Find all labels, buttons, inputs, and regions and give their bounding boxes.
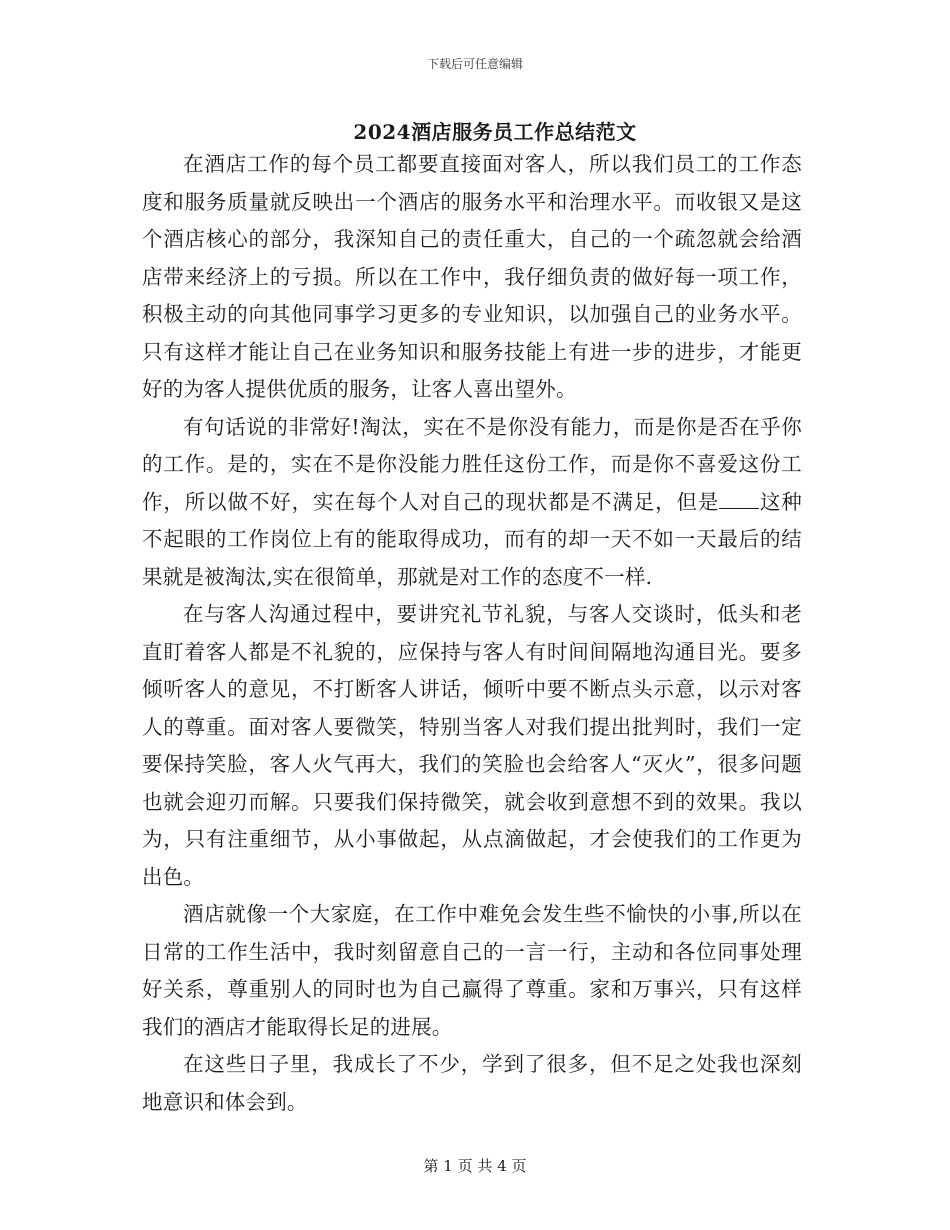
- paragraph-5: 在这些日子里，我成长了不少，学到了很多，但不足之处我也深刻地意识和体会到。: [142, 1052, 802, 1114]
- fill-in-blank: [719, 490, 759, 509]
- paragraph-2: [142, 409, 802, 597]
- document-body: [142, 146, 802, 1121]
- paragraph-2-continuation: 这种不起眼的工作岗位上有的能取得成功，而有的却一天不如一天最后的结果就是被淘汰,实在很简单，那就是对工作的态度不一样.: [142, 489, 802, 589]
- page-header-note: 下载后可任意编辑: [426, 57, 523, 71]
- document-title: 2024酒店服务员工作总结范文: [353, 120, 637, 144]
- paragraph-1: 在酒店工作的每个员工都要直接面对客人，所以我们员工的工作态度和服务质量就反映出一个酒店的服务水平和治理水平。而收银又是这个酒店核心的部分，我深知自己的责任重大，自己的一个疏忽就会给酒店带来经济上的亏损。所以在工作中，我仔细负责的做好每一项工作，积极主动的向其他同事学习更多的专业知识，以加强自己的业务水平。只有这样才能让自己在业务知识和服务技能上有进一步的进步，才能更好的为客人提供优质的服务，让客人喜出望外。: [142, 152, 802, 401]
- paragraph-3: 在与客人沟通过程中，要讲究礼节礼貌，与客人交谈时，低头和老直盯着客人都是不礼貌的，应保持与客人有时间间隔地沟通目光。要多倾听客人的意见，不打断客人讲话，倾听中要不断点头示意，以示对客人的尊重。面对客人要微笑，特别当客人对我们提出批判时，我们一定要保持笑脸，客人火气再大，我们的笑脸也会给客人“灭火”，很多问题也就会迎刃而解。只要我们保持微笑，就会收到意想不到的效果。我以为，只有注重细节，从小事做起，从点滴做起，才会使我们的工作更为出色。: [142, 602, 802, 889]
- paragraph-4: 酒店就像一个大家庭，在工作中难免会发生些不愉快的小事,所以在日常的工作生活中，我时刻留意自己的一言一行，主动和各位同事处理好关系，尊重别人的同时也为自己赢得了尊重。家和万事兴，只有这样我们的酒店才能取得长足的进展。: [142, 902, 802, 1039]
- page-number: 第 1 页 共 4 页: [423, 1157, 527, 1175]
- paragraph-2-text: 有句话说的非常好!淘汰，实在不是你没有能力，而是你是否在乎你的工作。是的，实在不是你没能力胜任这份工作，而是你不喜爱这份工作，所以做不好，实在每个人对自己的现状都是不满足，但是: [142, 414, 802, 514]
